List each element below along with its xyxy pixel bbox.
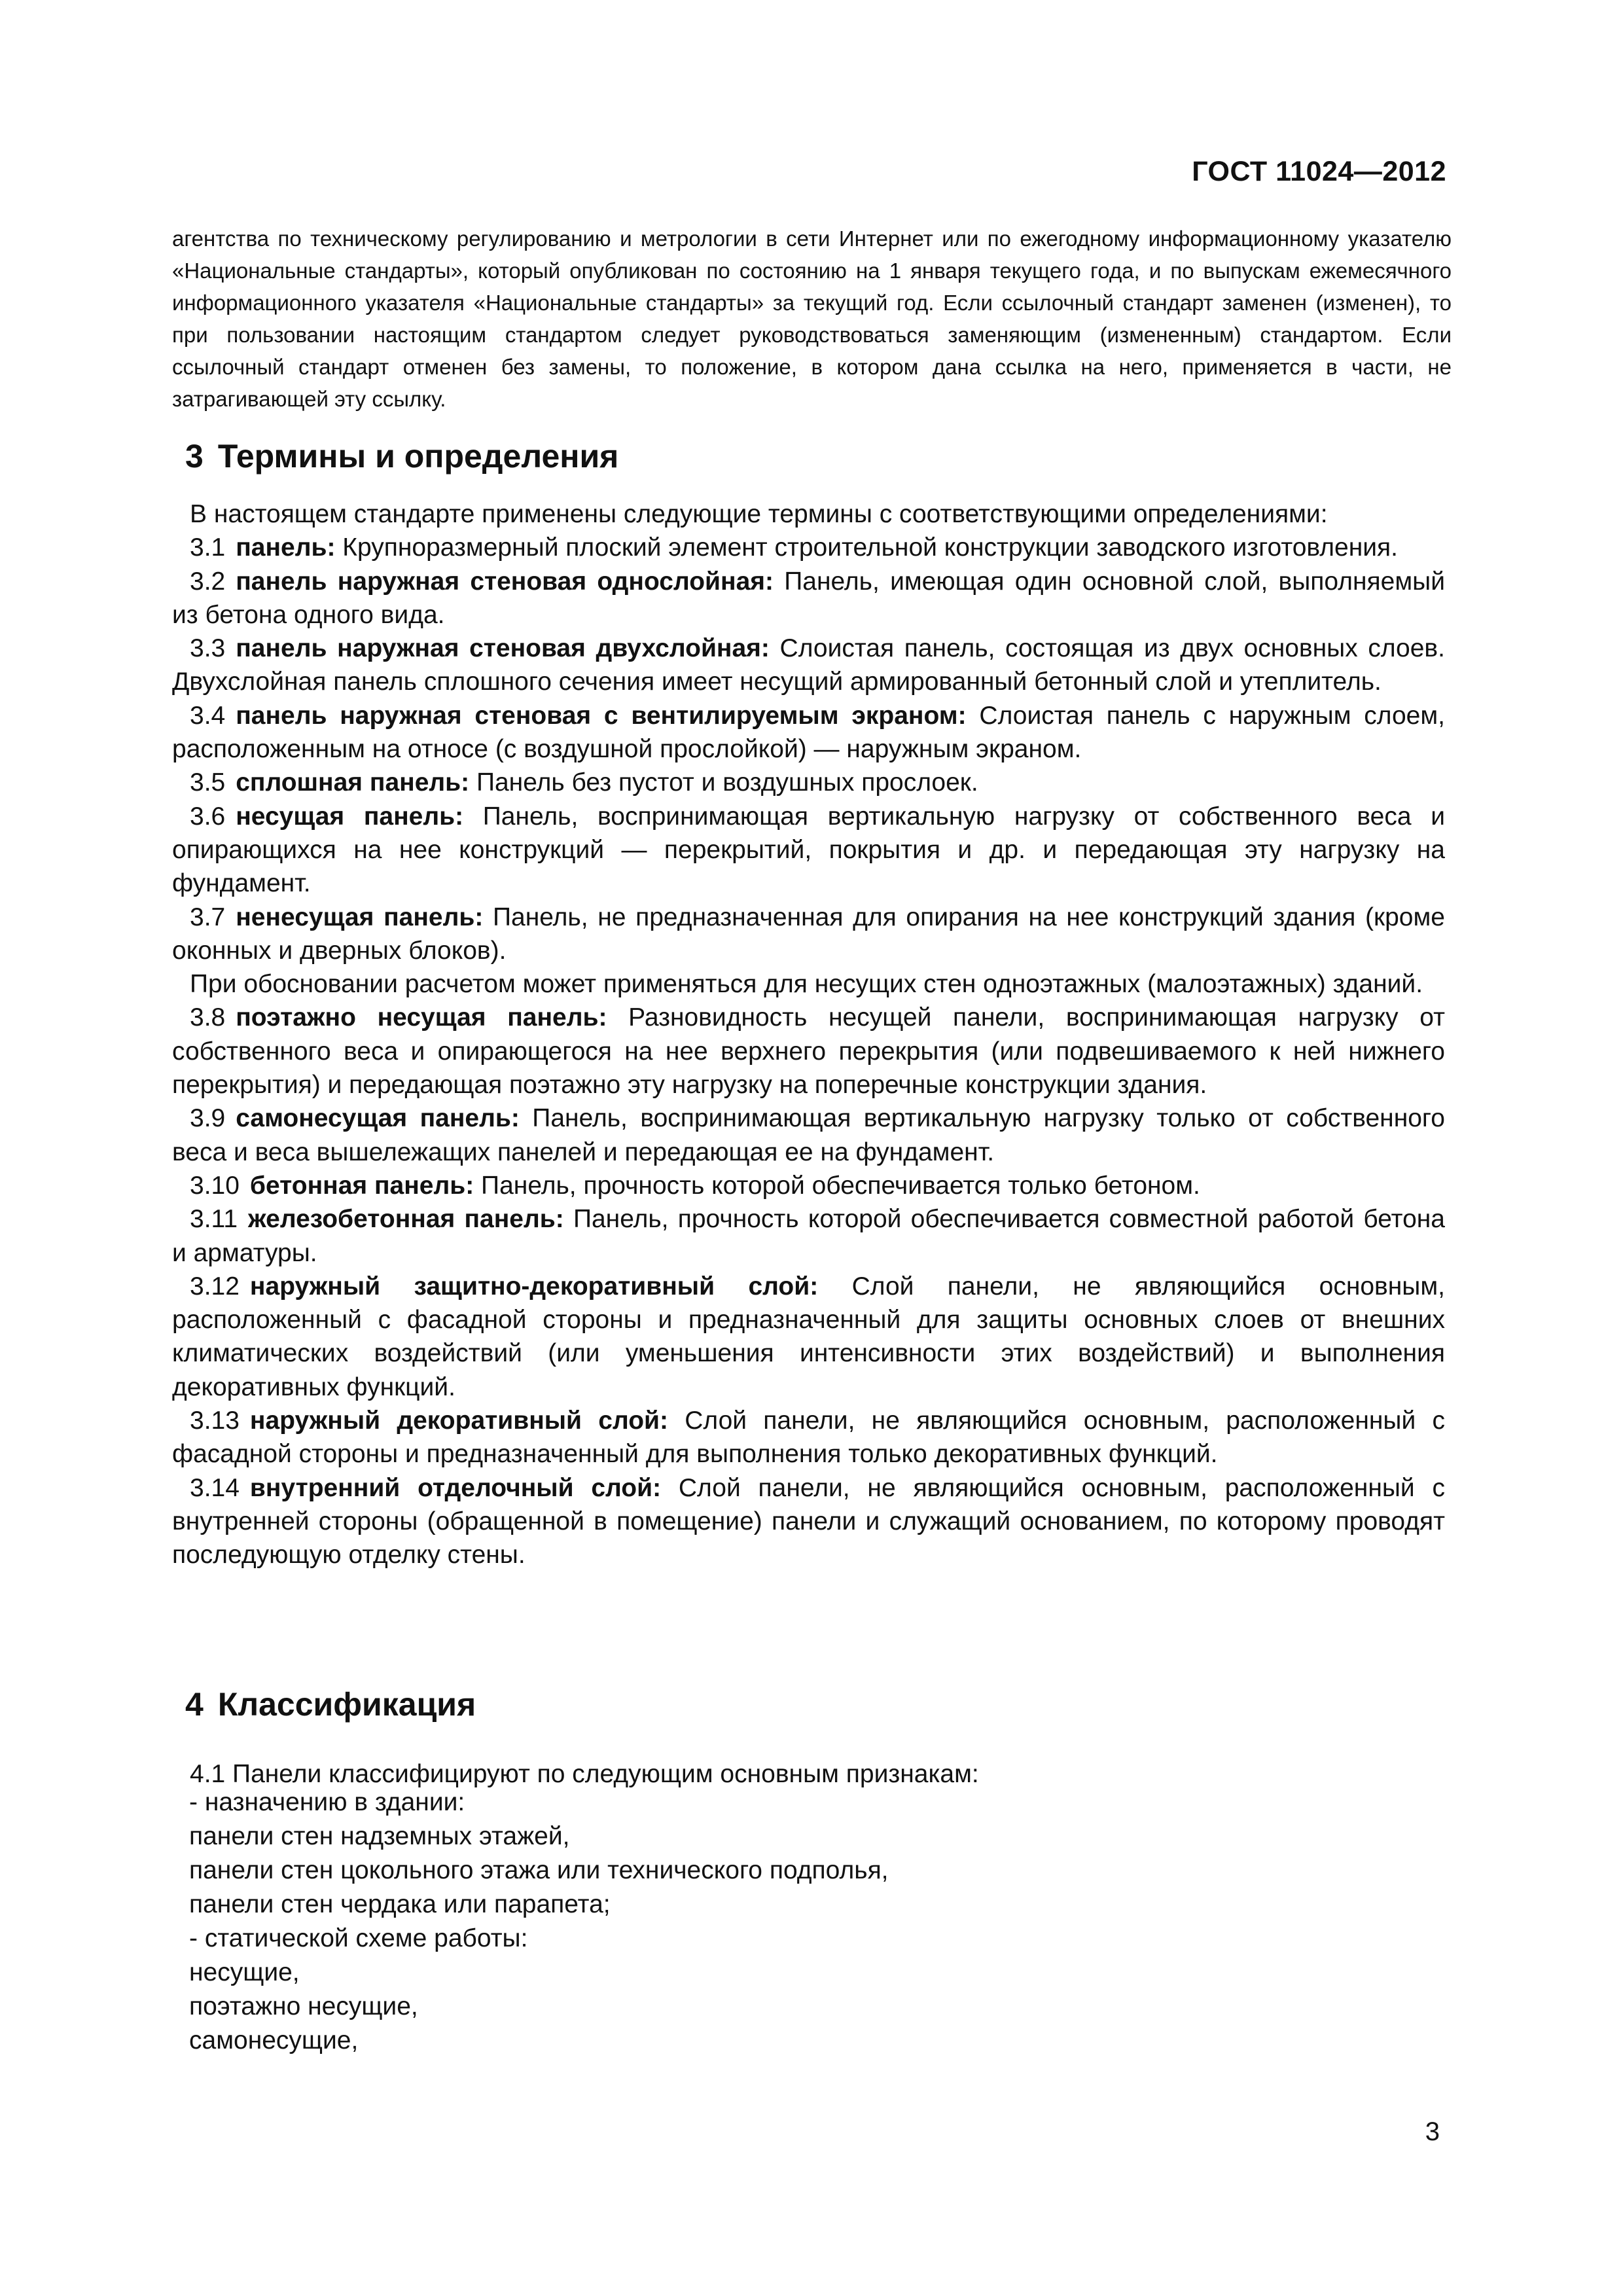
section-4-lead: 4.1 Панели классифицируют по следующим основным признакам: [190,1760,979,1788]
definition-item [172,531,1445,564]
section-3-lead: В настоящем стандарте применены следующие термины с соответствующими определениями: [190,500,1328,528]
classification-list-item: поэтажно несущие, [189,1992,418,2020]
definition-text: Панель без пустот и воздушных прослоек. [469,768,978,797]
classification-list-item: - статической схеме работы: [189,1924,528,1952]
definition-text: При обосновании расчетом может применяться для несущих стен одноэтажных (малоэтажных) зданий. [190,970,1423,999]
definition-number: 3.11 [190,1205,238,1234]
definition-term: панель наружная стеновая однослойная: [236,567,774,596]
definition-text: Слой панели, не являющийся основным, расположенный с внутренней стороны (обращенной в помещение) панели и служащий основанием, по которому проводят последующую отделку стены. [172,1473,1445,1570]
definitions-list [172,531,1445,1571]
definition-text: Панель, не предназначенная для опирания на нее конструкций здания (кроме оконных и дверных блоков). [172,903,1445,965]
definition-number: 3.9 [190,1104,226,1133]
intro-text: агентства по техническому регулированию и метрологии в сети Интернет или по ежегодному информационному указателю «Национальные стандарты», который опубликован по состоянию на 1 января текущего года, и по выпускам ежемесячного информационного указателя «Национальные стандарты» за текущий год. Если ссылочный стандарт заменен (изменен), то при пользовании настоящим стандартом следует руководствоваться заменяющим (измененным) стандартом. Если ссылочный стандарт отменен без замены, то положение, в котором дана ссылка на него, применяется в части, не затрагивающей эту ссылку. [172,226,1452,411]
definition-number: 3.13 [190,1407,240,1435]
definition-text: Слоистая панель, состоящая из двух основных слоев. Двухслойная панель сплошного сечения имеет несущий армированный бетонный слой и утеплитель. [172,634,1445,696]
definition-item [172,766,1445,799]
classification-list-item: несущие, [189,1958,300,1986]
definition-text: Крупноразмерный плоский элемент строительной конструкции заводского изготовления. [335,533,1398,562]
definition-number: 3.2 [190,567,226,596]
definition-number: 3.10 [190,1171,240,1200]
definition-term: внутренний отделочный слой: [249,1473,662,1502]
definition-text: Панель, воспринимающая вертикальную нагрузку от собственного веса и опирающихся на нее конструкций — перекрытий, покрытия и др. и передающая эту нагрузку на фундамент. [172,802,1445,898]
definition-term: панель наружная стеновая с вентилируемым экраном: [236,701,967,730]
intro-paragraph [172,223,1452,415]
definition-number: 3.14 [190,1473,240,1502]
classification-list-item: - назначению в здании: [189,1788,465,1816]
definition-term: железобетонная панель: [248,1205,564,1234]
definition-term: поэтажно несущая панель: [236,1003,607,1032]
section-3-body [172,497,1445,1572]
definition-number: 3.3 [190,634,226,663]
definition-number: 3.4 [190,701,226,730]
page-number: 3 [1425,2117,1440,2146]
definition-text: Слоистая панель с наружным слоем, расположенным на относе (с воздушной прослойкой) — наружным экраном. [172,701,1445,764]
classification-list-item: самонесущие, [189,2026,359,2054]
document-code: ГОСТ 11024—2012 [1192,156,1446,187]
definition-item [172,565,1445,632]
definition-text: Панель, прочность которой обеспечивается совместной работой бетона и арматуры. [172,1205,1445,1267]
definition-item [172,1169,1445,1202]
classification-list-item: панели стен цокольного этажа или технического подполья, [189,1856,889,1884]
definition-text: Панель, имеющая один основной слой, выполняемый из бетона одного вида. [172,567,1445,629]
definition-term: панель наружная стеновая двухслойная: [236,634,770,663]
definition-text: Панель, воспринимающая вертикальную нагрузку только от собственного веса и веса вышележащих панелей и передающая ее на фундамент. [172,1104,1445,1166]
definition-text: Слой панели, не являющийся основным, расположенный с фасадной стороны и предназначенный для выполнения только декоративных функций. [172,1407,1445,1469]
definition-item [172,967,1445,1001]
definition-item [172,632,1445,699]
classification-list-item: панели стен чердака или парапета; [189,1890,611,1918]
definition-number: 3.6 [190,802,226,831]
section-3-heading [185,437,618,475]
definition-term: ненесущая панель: [236,903,484,931]
definition-number: 3.5 [190,768,226,797]
definition-term: наружный декоративный слой: [249,1407,668,1435]
definition-number: 3.12 [190,1272,240,1300]
section-3-number: 3 [185,438,204,475]
definition-term: сплошная панель: [236,768,470,797]
definition-item [172,1404,1445,1471]
definition-item [172,1001,1445,1102]
definition-term: несущая панель: [236,802,464,831]
definition-term: наружный защитно-декоративный слой: [249,1272,819,1300]
definition-item [172,1102,1445,1169]
definition-item [172,901,1445,968]
classification-list [189,1785,889,2058]
definition-item [172,1471,1445,1572]
definition-text: Слой панели, не являющийся основным, расположенный с фасадной стороны и предназначенный для защиты основных слоев от внешних климатических воздействий (или уменьшения интенсивности этих воздействий) и выполнения декоративных функций. [172,1272,1445,1401]
definition-text: Разновидность несущей панели, воспринимающая нагрузку от собственного веса и опирающегося на нее верхнего перекрытия (или подвешиваемого к ней нижнего перекрытия) и передающая поэтажно эту нагрузку на поперечные конструкции здания. [172,1003,1445,1100]
definition-term: самонесущая панель: [236,1104,520,1133]
definition-number: 3.8 [190,1003,226,1032]
definition-item [172,699,1445,766]
definition-number: 3.7 [190,903,226,931]
section-4-heading [185,1685,476,1723]
section-4-number: 4 [185,1686,204,1723]
definition-item [172,1202,1445,1270]
section-3-title: Термины и определения [217,438,619,475]
definition-text: Панель, прочность которой обеспечивается только бетоном. [474,1171,1200,1200]
definition-number: 3.1 [190,533,226,562]
definition-term: панель: [236,533,336,562]
definition-item [172,800,1445,901]
classification-list-item: панели стен надземных этажей, [189,1822,570,1850]
definition-term: бетонная панель: [249,1171,474,1200]
definition-item [172,1270,1445,1404]
section-4-title: Классификация [217,1686,476,1723]
